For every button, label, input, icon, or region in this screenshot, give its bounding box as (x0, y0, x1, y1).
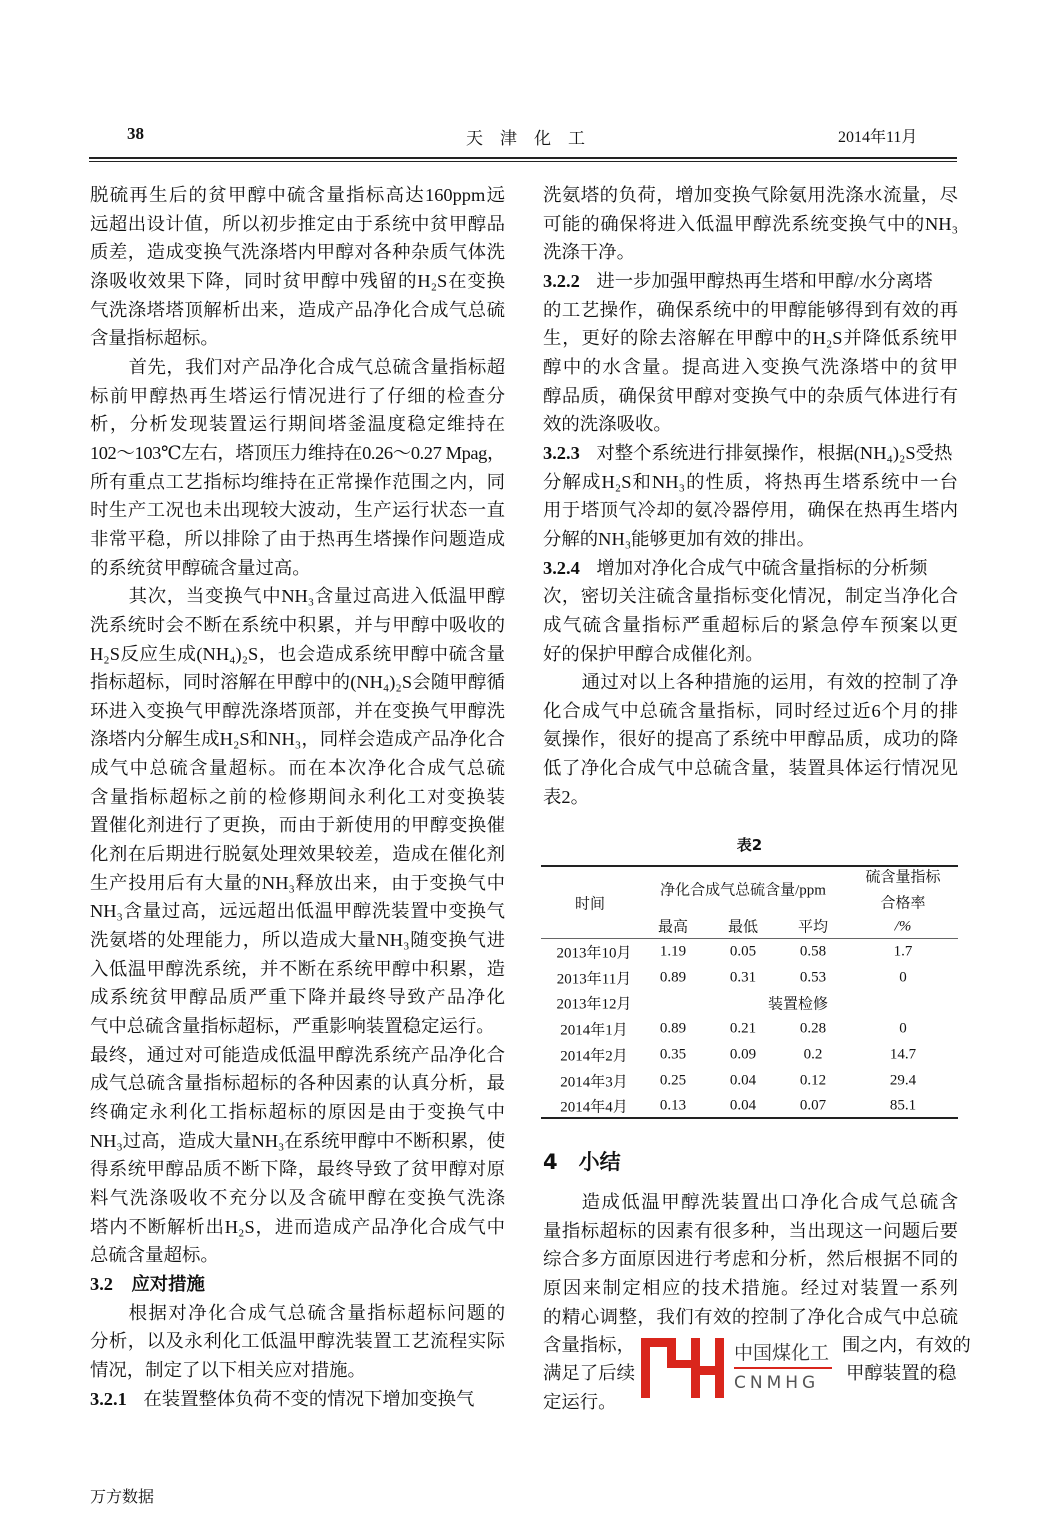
col-header-rate-unit: /% (894, 918, 912, 935)
text-line: 化合成气中总硫含量指标，同时经过近6个月的排 (543, 700, 958, 721)
cell-time: 2013年11月 (556, 971, 632, 988)
cell-note: 装置检修 (767, 996, 829, 1013)
text-line: 气洗涤塔塔顶解析出来，造成产品净化合成气总硫 (90, 299, 505, 320)
text-line: 化剂在后期进行脱氨处理效果较差，造成在催化剂 (90, 844, 505, 865)
text-line: 所有重点工艺指标均维持在正常操作范围之内，同 (90, 471, 505, 492)
item-number: 3.2.4 (543, 557, 580, 578)
text-line: 非常平稳，所以排除了由于热再生塔操作问题造成 (90, 528, 505, 549)
right-column (543, 181, 958, 811)
text-line (90, 1385, 505, 1414)
cell-time: 2013年10月 (556, 945, 632, 962)
text-line: 指标超标，同时溶解在甲醇中的(NH₄)₂S会随甲醇循 (90, 672, 505, 693)
summary-column (543, 1188, 958, 1331)
text-line: 脱硫再生后的贫甲醇中硫含量指标高达160ppm远 (90, 185, 505, 205)
text-line-content: 增加对净化合成气中硫含量指标的分析频 (596, 557, 928, 578)
text-line: 好的保护甲醇合成催化剂。 (543, 643, 764, 664)
cell-avg: 0.28 (799, 1020, 827, 1037)
summary-line: 综合多方面原因进行考虑和分析，然后根据不同的 (543, 1249, 958, 1270)
text-line: 气中总硫含量指标超标，严重影响装置稳定运行。 (90, 1016, 495, 1037)
text-line: 含量指标超标。 (90, 328, 219, 349)
text-line: 醇品质，确保贫甲醇对变换气中的杂质气体进行有 (543, 385, 958, 406)
cell-min: 0.05 (729, 943, 757, 960)
text-line: 洗系统时会不断在系统中积累，并与甲醇中吸收的 (90, 614, 505, 635)
text-line: 根据对净化合成气总硫含量指标超标问题的 (128, 1302, 505, 1323)
text-line: 通过对以上各种措施的运用，有效的控制了净 (581, 672, 958, 693)
cell-time: 2014年1月 (560, 1022, 628, 1039)
text-line: NH₃过高，造成大量NH₃在系统甲醇中不断积累，使 (90, 1130, 505, 1151)
text-line (543, 554, 958, 583)
text-line: 远超出设计值，所以初步推定由于系统中贫甲醇品 (90, 213, 505, 234)
cell-min: 0.21 (729, 1020, 757, 1037)
header-rule (89, 157, 957, 159)
cell-min: 0.04 (729, 1072, 757, 1089)
cell-min: 0.09 (729, 1046, 757, 1063)
text-line: 102～103℃左右，塔顶压力维持在0.26～0.27 Mpag， (90, 442, 505, 463)
table-header-rule (541, 938, 958, 939)
col-header-rate-2: 合格率 (880, 895, 926, 912)
text-line: 的工艺操作，确保系统中的甲醇能够得到有效的再 (543, 299, 958, 320)
text-line: 生产投用后有大量的NH₃释放出来，由于变换气中 (90, 872, 505, 893)
text-line (543, 439, 958, 468)
col-header-rate: 硫含量指标 (865, 869, 941, 886)
text-line: 氨操作，很好的提高了系统中甲醇品质，成功的降 (543, 729, 958, 750)
text-line: 塔内不断解析出H₂S，进而造成产品净化合成气中 (90, 1216, 505, 1237)
header-rule-thin (89, 161, 957, 162)
text-line: 情况，制定了以下相关应对措施。 (90, 1359, 366, 1380)
text-line: 入低温甲醇洗系统，并不断在系统甲醇中积累，造 (90, 958, 505, 979)
section-heading: 4 小结 (543, 1150, 621, 1174)
cell-rate: 29.4 (889, 1072, 917, 1089)
subsection-heading: 3.2 应对措施 (90, 1273, 205, 1294)
summary-line-fragment: 围之内，有效的 (842, 1335, 971, 1355)
cell-rate: 85.1 (889, 1097, 917, 1114)
text-line: 质差，造成变换气洗涤塔内甲醇对各种杂质气体洗 (90, 242, 505, 263)
text-line: 分析，以及永利化工低温甲醇洗装置工艺流程实际 (90, 1331, 505, 1352)
text-line: 总硫含量超标。 (90, 1245, 219, 1266)
item-number: 3.2.2 (543, 270, 580, 291)
page-number: 38 (127, 124, 144, 143)
summary-line: 的精心调整，我们有效的控制了净化合成气中总硫 (543, 1306, 958, 1327)
text-line: 分解的NH₃能够更加有效的排出。 (543, 528, 816, 549)
text-line: 涤吸收效果下降，同时贫甲醇中残留的H₂S在变换 (90, 270, 505, 291)
summary-line-fragment: 甲醇装置的稳 (846, 1363, 957, 1383)
watermark-text-en: CNMHG (734, 1373, 820, 1393)
footer-source: 万方数据 (90, 1487, 155, 1506)
summary-line: 定运行。 (543, 1392, 617, 1412)
cell-rate: 1.7 (893, 943, 913, 960)
text-line: 成气硫含量指标严重超标后的紧急停车预案以更 (543, 614, 958, 635)
cell-rate: 0 (899, 1020, 907, 1037)
summary-line: 造成低温甲醇洗装置出口净化合成气总硫含 (581, 1192, 958, 1212)
text-line: 成气中总硫含量超标。而在本次净化合成气总硫 (90, 758, 505, 779)
item-number: 3.2.1 (90, 1388, 127, 1409)
watermark-logo (639, 1336, 835, 1400)
text-line: 醇中的水含量。提高进入变换气洗涤塔中的贫甲 (543, 356, 958, 377)
text-line-content: 对整个系统进行排氨操作，根据(NH₄)₂S受热 (596, 442, 953, 463)
text-line-content: 进一步加强甲醇热再生塔和甲醇/水分离塔 (596, 270, 933, 291)
cell-rate: 0 (899, 969, 907, 986)
cell-time: 2014年3月 (560, 1074, 628, 1091)
col-header-min: 最低 (727, 919, 759, 936)
journal-name: 天 津 化 工 (466, 129, 585, 148)
watermark-text-cn: 中国煤化工 (734, 1342, 830, 1364)
cell-avg: 0.12 (799, 1072, 827, 1089)
cell-time: 2014年2月 (560, 1048, 628, 1065)
text-line: 得系统甲醇品质不断下降，最终导致了贫甲醇对原 (90, 1159, 505, 1180)
text-line: 标前甲醇热再生塔运行情况进行了仔细的检查分 (90, 385, 505, 406)
text-line: 成系统贫甲醇品质严重下降并最终导致产品净化 (90, 987, 505, 1008)
table-bottom-rule (541, 1117, 958, 1119)
cell-avg: 0.58 (799, 943, 827, 960)
text-line: H₂S反应生成(NH₄)₂S，也会造成系统甲醇中硫含量 (90, 643, 505, 664)
cell-time: 2013年12月 (556, 996, 632, 1013)
col-header-group: 净化合成气总硫含量/ppm (660, 882, 826, 899)
text-line: 析，分析发现装置运行期间塔釜温度稳定维持在 (90, 414, 505, 435)
col-header-max: 最高 (657, 919, 689, 936)
summary-line-fragment: 含量指标， (543, 1335, 635, 1355)
text-line: 次，密切关注硫含量指标变化情况，制定当净化合 (543, 586, 958, 607)
cell-min: 0.04 (729, 1097, 757, 1114)
text-line: 首先，我们对产品净化合成气总硫含量指标超 (128, 356, 505, 377)
text-line: 终确定永利化工指标超标的原因是由于变换气中 (90, 1102, 505, 1122)
text-line: 最终，通过对可能造成低温甲醇洗系统产品净化合 (90, 1044, 505, 1065)
text-line: NH₃含量过高，远远超出低温甲醇洗装置中变换气 (90, 901, 505, 922)
text-line: 时生产工况也未出现较大波动，生产运行状态一直 (90, 500, 505, 521)
text-line (543, 267, 958, 296)
cell-min: 0.31 (729, 969, 757, 986)
text-line: 效的洗涤吸收。 (543, 414, 672, 435)
cell-avg: 0.07 (799, 1097, 827, 1114)
text-line: 环进入变换气甲醇洗涤塔顶部，并在变换气甲醇洗 (90, 700, 505, 721)
cell-rate: 14.7 (889, 1046, 917, 1063)
issue-date: 2014年11月 (838, 129, 918, 146)
text-line: 成气总硫含量指标超标的各种因素的认真分析，最 (90, 1073, 505, 1094)
left-column (90, 181, 505, 1413)
summary-line: 原因来制定相应的技术措施。经过对装置一系列 (543, 1277, 958, 1298)
text-line: 分解成H₂S和NH₃的性质，将热再生塔系统中一台 (543, 471, 958, 492)
text-line: 料气洗涤吸收不充分以及含硫甲醇在变换气洗涤 (90, 1187, 505, 1208)
summary-line: 量指标超标的因素有很多种，当出现这一问题后要 (543, 1220, 958, 1241)
text-line: 表2。 (543, 786, 589, 807)
text-line: 洗氨塔的处理能力，所以造成大量NH₃随变换气进 (90, 930, 505, 951)
summary-line-fragment: 满足了后续 (543, 1363, 635, 1383)
cell-avg: 0.2 (803, 1046, 823, 1063)
cell-time: 2014年4月 (560, 1099, 628, 1116)
cell-max: 0.89 (659, 1020, 687, 1037)
cell-max: 0.25 (659, 1072, 687, 1089)
text-line: 洗涤干净。 (543, 242, 635, 263)
table-title: 表2 (736, 836, 763, 854)
text-line: 的系统贫甲醇硫含量过高。 (90, 557, 311, 578)
cell-max: 0.89 (659, 969, 687, 986)
cell-avg: 0.53 (799, 969, 827, 986)
cell-max: 0.13 (659, 1097, 687, 1114)
cell-max: 0.35 (659, 1046, 687, 1063)
cell-max: 1.19 (659, 943, 687, 960)
text-line: 置催化剂进行了更换，而由于新使用的甲醇变换催 (90, 815, 505, 836)
text-line: 洗氨塔的负荷，增加变换气除氨用洗涤水流量，尽 (543, 185, 958, 205)
text-line-content: 在装置整体负荷不变的情况下增加变换气 (143, 1388, 475, 1409)
item-number: 3.2.3 (543, 442, 580, 463)
text-line: 可能的确保将进入低温甲醇洗系统变换气中的NH₃ (543, 213, 958, 234)
text-line: 含量指标超标之前的检修期间永利化工对变换装 (90, 786, 505, 807)
text-line: 用于塔顶气冷却的氨冷器停用，确保在热再生塔内 (543, 500, 958, 521)
col-header-avg: 平均 (797, 919, 829, 936)
text-line: 涤塔内分解生成H₂S和NH₃，同样会造成产品净化合 (90, 729, 505, 750)
text-line: 其次，当变换气中NH₃含量过高进入低温甲醇 (128, 586, 505, 607)
col-header-time: 时间 (574, 896, 606, 913)
text-line: 生，更好的除去溶解在甲醇中的H₂S并降低系统甲 (543, 328, 958, 349)
text-line: 低了净化合成气中总硫含量，装置具体运行情况见 (543, 758, 958, 779)
